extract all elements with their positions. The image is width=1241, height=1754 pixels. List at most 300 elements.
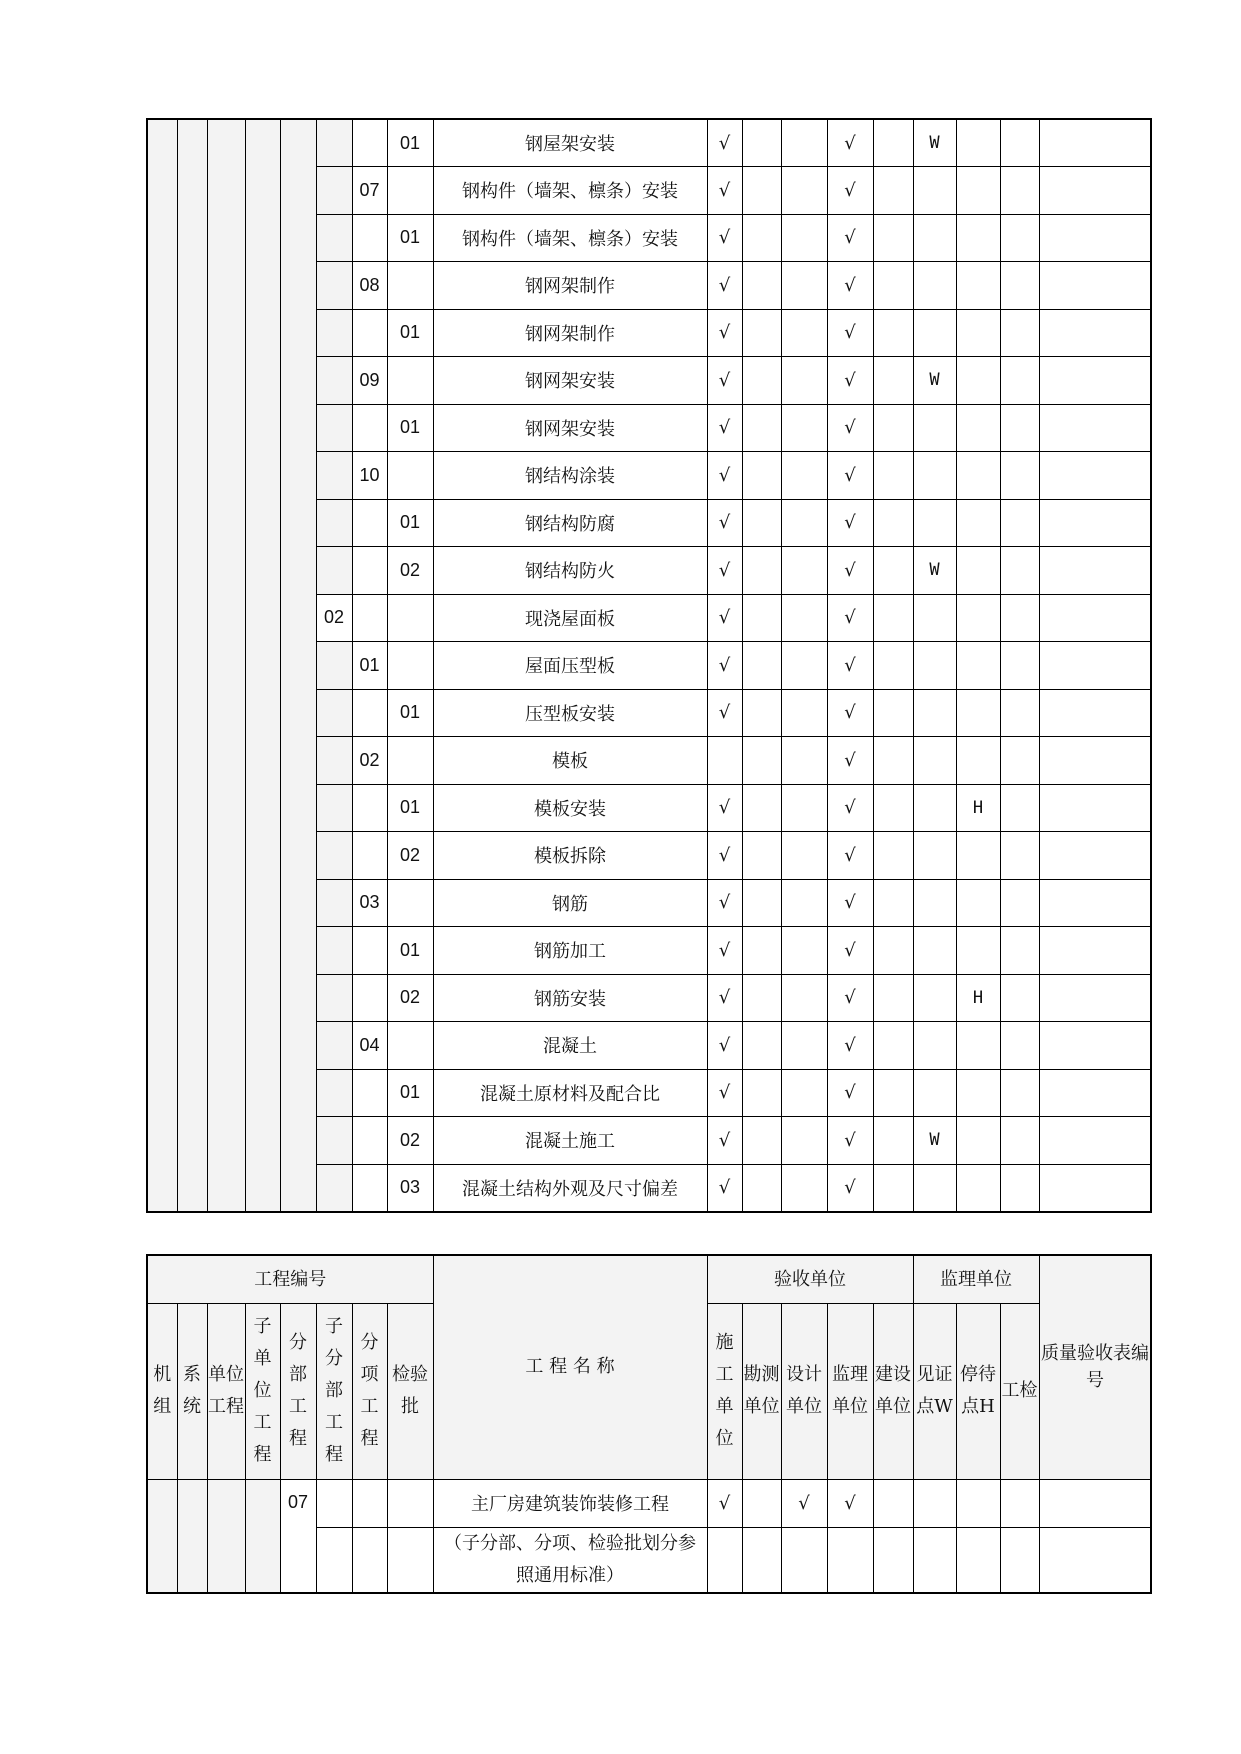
cell-h-point bbox=[956, 309, 1000, 357]
cell-jianshe-check bbox=[873, 309, 913, 357]
cell-sheji-check bbox=[781, 1022, 827, 1070]
cell-jianshe-check bbox=[873, 167, 913, 215]
cell-sheji-check bbox=[781, 974, 827, 1022]
cell-h-point bbox=[956, 737, 1000, 785]
cell-jianshe-check bbox=[873, 1479, 913, 1527]
cell-kancha-check bbox=[742, 737, 781, 785]
cell-zi-fenbu bbox=[316, 689, 352, 737]
cell-form bbox=[1039, 642, 1151, 690]
header-jizu: 机组 bbox=[147, 1303, 177, 1479]
cell-fenxiang bbox=[352, 404, 387, 452]
cell-s-point bbox=[1000, 974, 1039, 1022]
cell-s bbox=[1039, 1479, 1151, 1527]
cell-sheji-check bbox=[781, 1069, 827, 1117]
cell-sheji-check bbox=[781, 689, 827, 737]
cell-kancha-check bbox=[742, 1069, 781, 1117]
cell-form bbox=[1039, 689, 1151, 737]
cell-h-point bbox=[956, 689, 1000, 737]
cell-w-point bbox=[913, 784, 956, 832]
cell-jianyanpi-code: 02 bbox=[387, 974, 433, 1022]
cell-jizu bbox=[147, 1479, 177, 1593]
cell-fenxiang bbox=[352, 689, 387, 737]
row-name: 钢网架制作 bbox=[433, 262, 707, 310]
cell-kancha-check bbox=[742, 309, 781, 357]
cell-s-point bbox=[1000, 642, 1039, 690]
cell-jianshe-check bbox=[873, 927, 913, 975]
cell-form bbox=[1039, 404, 1151, 452]
cell-fenxiang bbox=[352, 594, 387, 642]
header-zi-fenbu-gongcheng: 子分部工程 bbox=[316, 1303, 352, 1479]
cell-zi-danwei bbox=[245, 119, 280, 1212]
cell-fenxiang-code: 09 bbox=[352, 357, 387, 405]
cell-jianli-check: √ bbox=[827, 879, 873, 927]
cell-jianli-check: √ bbox=[827, 1069, 873, 1117]
cell-shigong-check: √ bbox=[707, 1479, 742, 1527]
cell-jianli-check: √ bbox=[827, 214, 873, 262]
cell-fenxiang bbox=[352, 119, 387, 167]
cell-kancha-check bbox=[742, 262, 781, 310]
cell-danwei bbox=[207, 1479, 245, 1593]
cell-kancha-check bbox=[742, 357, 781, 405]
cell-h-point bbox=[956, 357, 1000, 405]
cell-sheji-check bbox=[781, 167, 827, 215]
cell-w bbox=[913, 1527, 956, 1593]
cell-fenxiang bbox=[352, 547, 387, 595]
header-jianli-danwei: 监理单位 bbox=[827, 1303, 873, 1479]
cell-jianyanpi bbox=[387, 642, 433, 690]
cell-jianyanpi-code: 02 bbox=[387, 832, 433, 880]
row-name: 混凝土原材料及配合比 bbox=[433, 1069, 707, 1117]
cell-jianyanpi bbox=[387, 594, 433, 642]
cell-shigong-check: √ bbox=[707, 642, 742, 690]
cell-h-point bbox=[956, 167, 1000, 215]
cell-zi-fenbu bbox=[316, 974, 352, 1022]
cell-jianli-check: √ bbox=[827, 547, 873, 595]
cell-jianli-check: √ bbox=[827, 784, 873, 832]
cell-s-point bbox=[1000, 689, 1039, 737]
cell-fenxiang bbox=[352, 832, 387, 880]
cell-w-point bbox=[913, 737, 956, 785]
cell-shigong-check bbox=[707, 1527, 742, 1593]
cell-zi-fenbu bbox=[316, 167, 352, 215]
cell-zi-fenbu bbox=[316, 452, 352, 500]
cell-sheji-check bbox=[781, 879, 827, 927]
cell-sheji-check bbox=[781, 737, 827, 785]
cell-w-point bbox=[913, 214, 956, 262]
cell-form bbox=[1039, 594, 1151, 642]
cell-jianli-check: √ bbox=[827, 974, 873, 1022]
cell-h-point bbox=[956, 1069, 1000, 1117]
cell-sheji-check bbox=[781, 594, 827, 642]
cell-zi-fenbu bbox=[316, 1069, 352, 1117]
cell-jianshe-check bbox=[873, 119, 913, 167]
cell-gongjian bbox=[1000, 1527, 1039, 1593]
cell-fenbu-code: 07 bbox=[280, 1479, 316, 1593]
cell-h-point bbox=[956, 119, 1000, 167]
cell-w-point bbox=[913, 167, 956, 215]
cell-h-point bbox=[956, 642, 1000, 690]
cell-jianyanpi bbox=[387, 879, 433, 927]
cell-jianyanpi bbox=[387, 452, 433, 500]
header-jianshe-danwei: 建设单位 bbox=[873, 1303, 913, 1479]
cell-zi-fenbu bbox=[316, 119, 352, 167]
cell-w-point bbox=[913, 309, 956, 357]
cell-sheji-check bbox=[781, 1164, 827, 1212]
cell-shigong-check: √ bbox=[707, 832, 742, 880]
cell-w-point: W bbox=[913, 547, 956, 595]
header-zi-danwei-gongcheng: 子单位工程 bbox=[245, 1303, 280, 1479]
cell-sheji-check bbox=[781, 1527, 827, 1593]
cell-gongjian bbox=[1000, 1479, 1039, 1527]
cell-zi-fenbu bbox=[316, 879, 352, 927]
cell-w-point bbox=[913, 404, 956, 452]
cell-jianyanpi-code: 02 bbox=[387, 1117, 433, 1165]
cell-jianyanpi bbox=[387, 357, 433, 405]
cell-fenxiang bbox=[352, 1117, 387, 1165]
cell-jianshe-check bbox=[873, 784, 913, 832]
cell-kancha-check bbox=[742, 879, 781, 927]
cell-s-point bbox=[1000, 452, 1039, 500]
cell-jianli-check: √ bbox=[827, 262, 873, 310]
cell-w-point bbox=[913, 594, 956, 642]
header-shigong-danwei: 施工单位 bbox=[707, 1303, 742, 1479]
cell-kancha-check bbox=[742, 452, 781, 500]
header-quality-form: 质量验收表编号 bbox=[1039, 1255, 1151, 1479]
cell-s-point bbox=[1000, 1069, 1039, 1117]
cell-form bbox=[1039, 262, 1151, 310]
cell-w-point bbox=[913, 262, 956, 310]
cell-fenxiang bbox=[352, 1479, 387, 1527]
cell-s-point bbox=[1000, 262, 1039, 310]
cell-jianyanpi bbox=[387, 737, 433, 785]
cell-sheji-check bbox=[781, 499, 827, 547]
cell-jianli-check: √ bbox=[827, 594, 873, 642]
cell-shigong-check: √ bbox=[707, 167, 742, 215]
header-tingdai-dian: 停待点H bbox=[956, 1303, 1000, 1479]
cell-jianli-check bbox=[827, 1527, 873, 1593]
cell-shigong-check: √ bbox=[707, 357, 742, 405]
inspection-table-continued bbox=[146, 118, 1152, 1213]
cell-jianli-check: √ bbox=[827, 119, 873, 167]
cell-shigong-check: √ bbox=[707, 119, 742, 167]
cell-sheji-check bbox=[781, 309, 827, 357]
cell-s-point bbox=[1000, 832, 1039, 880]
cell-form bbox=[1039, 309, 1151, 357]
cell-jianli-check: √ bbox=[827, 1117, 873, 1165]
header-danwei-gongcheng: 单位工程 bbox=[207, 1303, 245, 1479]
cell-kancha-check bbox=[742, 784, 781, 832]
cell-w-point bbox=[913, 879, 956, 927]
cell-fenxiang bbox=[352, 784, 387, 832]
cell-zi-fenbu bbox=[316, 1527, 352, 1593]
cell-jianyanpi-code: 02 bbox=[387, 547, 433, 595]
cell-shigong-check: √ bbox=[707, 262, 742, 310]
cell-sheji-check bbox=[781, 832, 827, 880]
row-name: 钢结构涂装 bbox=[433, 452, 707, 500]
row-name: 钢网架安装 bbox=[433, 404, 707, 452]
cell-fenxiang bbox=[352, 974, 387, 1022]
cell-sheji-check bbox=[781, 404, 827, 452]
row-name: 混凝土施工 bbox=[433, 1117, 707, 1165]
header-fenbu-gongcheng: 分部工程 bbox=[280, 1303, 316, 1479]
cell-kancha-check bbox=[742, 119, 781, 167]
header-project-name: 工 程 名 称 bbox=[433, 1255, 707, 1479]
row-name: 钢网架安装 bbox=[433, 357, 707, 405]
cell-fenxiang bbox=[352, 927, 387, 975]
cell-kancha-check bbox=[742, 689, 781, 737]
cell-zi-danwei bbox=[245, 1479, 280, 1593]
cell-jianyanpi-code: 03 bbox=[387, 1164, 433, 1212]
cell-form bbox=[1039, 832, 1151, 880]
cell-kancha-check bbox=[742, 1164, 781, 1212]
cell-w-point bbox=[913, 927, 956, 975]
cell-fenxiang-code: 04 bbox=[352, 1022, 387, 1070]
cell-s-point bbox=[1000, 214, 1039, 262]
row-name: 钢网架制作 bbox=[433, 309, 707, 357]
row-name: 模板安装 bbox=[433, 784, 707, 832]
cell-kancha-check bbox=[742, 1022, 781, 1070]
cell-h bbox=[956, 1527, 1000, 1593]
cell-shigong-check: √ bbox=[707, 309, 742, 357]
cell-kancha-check bbox=[742, 642, 781, 690]
cell-danwei bbox=[207, 119, 245, 1212]
row-name: 钢筋加工 bbox=[433, 927, 707, 975]
cell-fenxiang-code: 01 bbox=[352, 642, 387, 690]
cell-shigong-check: √ bbox=[707, 594, 742, 642]
header-acceptance-unit: 验收单位 bbox=[707, 1255, 913, 1303]
cell-shigong-check: √ bbox=[707, 1069, 742, 1117]
cell-w-point bbox=[913, 1069, 956, 1117]
cell-h-point: H bbox=[956, 974, 1000, 1022]
cell-shigong-check: √ bbox=[707, 452, 742, 500]
header-sheji-danwei: 设计单位 bbox=[781, 1303, 827, 1479]
row-name: 现浇屋面板 bbox=[433, 594, 707, 642]
cell-jianshe-check bbox=[873, 642, 913, 690]
cell-s bbox=[1039, 1527, 1151, 1593]
cell-sheji-check bbox=[781, 927, 827, 975]
cell-zi-fenbu bbox=[316, 357, 352, 405]
cell-shigong-check: √ bbox=[707, 1117, 742, 1165]
cell-w-point bbox=[913, 499, 956, 547]
cell-shigong-check: √ bbox=[707, 404, 742, 452]
cell-form bbox=[1039, 974, 1151, 1022]
cell-sheji-check bbox=[781, 119, 827, 167]
cell-s-point bbox=[1000, 547, 1039, 595]
cell-form bbox=[1039, 214, 1151, 262]
cell-jianshe-check bbox=[873, 974, 913, 1022]
header-jianyanpi: 检验批 bbox=[387, 1303, 433, 1479]
cell-h-point bbox=[956, 547, 1000, 595]
cell-w-point: W bbox=[913, 357, 956, 405]
cell-sheji-check bbox=[781, 262, 827, 310]
row-name: 钢筋 bbox=[433, 879, 707, 927]
cell-jianli-check: √ bbox=[827, 1164, 873, 1212]
cell-jianyanpi-code: 01 bbox=[387, 404, 433, 452]
cell-s-point bbox=[1000, 879, 1039, 927]
cell-jianli-check: √ bbox=[827, 499, 873, 547]
cell-s-point bbox=[1000, 499, 1039, 547]
cell-kancha-check bbox=[742, 594, 781, 642]
cell-jianyanpi bbox=[387, 262, 433, 310]
cell-form bbox=[1039, 784, 1151, 832]
cell-kancha-check bbox=[742, 167, 781, 215]
cell-fenxiang bbox=[352, 1069, 387, 1117]
cell-w-point bbox=[913, 642, 956, 690]
cell-jianli-check: √ bbox=[827, 309, 873, 357]
cell-s-point bbox=[1000, 119, 1039, 167]
cell-zi-fenbu bbox=[316, 832, 352, 880]
cell-fenxiang bbox=[352, 309, 387, 357]
cell-kancha-check bbox=[742, 974, 781, 1022]
cell-s-point bbox=[1000, 1022, 1039, 1070]
cell-w-point bbox=[913, 452, 956, 500]
cell-shigong-check: √ bbox=[707, 974, 742, 1022]
cell-shigong-check: √ bbox=[707, 784, 742, 832]
cell-jianshe-check bbox=[873, 1527, 913, 1593]
cell-h-point bbox=[956, 594, 1000, 642]
cell-jianyanpi-code: 01 bbox=[387, 784, 433, 832]
cell-h-point bbox=[956, 1022, 1000, 1070]
cell-shigong-check bbox=[707, 737, 742, 785]
cell-form bbox=[1039, 1117, 1151, 1165]
cell-jianshe-check bbox=[873, 1069, 913, 1117]
cell-shigong-check: √ bbox=[707, 214, 742, 262]
cell-h-point bbox=[956, 452, 1000, 500]
cell-w-point bbox=[913, 832, 956, 880]
cell-xitong bbox=[177, 1479, 207, 1593]
cell-jianshe-check bbox=[873, 1022, 913, 1070]
cell-jianyanpi-code: 01 bbox=[387, 689, 433, 737]
cell-jianshe-check bbox=[873, 357, 913, 405]
cell-w-point bbox=[913, 974, 956, 1022]
row-name: 压型板安装 bbox=[433, 689, 707, 737]
cell-s-point bbox=[1000, 784, 1039, 832]
cell-fenxiang-code: 03 bbox=[352, 879, 387, 927]
cell-zi-fenbu bbox=[316, 1479, 352, 1527]
cell-sheji-check bbox=[781, 214, 827, 262]
inspection-table-header-section bbox=[146, 1254, 1152, 1594]
cell-shigong-check: √ bbox=[707, 689, 742, 737]
cell-jianshe-check bbox=[873, 594, 913, 642]
cell-jianyanpi-code: 01 bbox=[387, 1069, 433, 1117]
cell-sheji-check bbox=[781, 784, 827, 832]
cell-jianyanpi-code: 01 bbox=[387, 927, 433, 975]
cell-zi-fenbu bbox=[316, 1164, 352, 1212]
cell-w-point: W bbox=[913, 119, 956, 167]
cell-shigong-check: √ bbox=[707, 1022, 742, 1070]
cell-jianli-check: √ bbox=[827, 1479, 873, 1527]
cell-zi-fenbu bbox=[316, 547, 352, 595]
cell-form bbox=[1039, 737, 1151, 785]
cell-jianli-check: √ bbox=[827, 357, 873, 405]
cell-zi-fenbu bbox=[316, 784, 352, 832]
cell-form bbox=[1039, 879, 1151, 927]
header-gongjian: 工检 bbox=[1000, 1303, 1039, 1479]
cell-fenxiang bbox=[352, 1164, 387, 1212]
row-name: 钢构件（墙架、檩条）安装 bbox=[433, 167, 707, 215]
cell-w-point: W bbox=[913, 1117, 956, 1165]
cell-sheji-check bbox=[781, 357, 827, 405]
cell-fenbu bbox=[280, 119, 316, 1212]
cell-jianshe-check bbox=[873, 737, 913, 785]
header-project-code: 工程编号 bbox=[147, 1255, 433, 1303]
cell-jianshe-check bbox=[873, 832, 913, 880]
cell-sheji-check: √ bbox=[781, 1479, 827, 1527]
cell-form bbox=[1039, 1022, 1151, 1070]
cell-s-point bbox=[1000, 404, 1039, 452]
cell-s-point bbox=[1000, 1164, 1039, 1212]
cell-zi-fenbu bbox=[316, 309, 352, 357]
header-supervision-unit: 监理单位 bbox=[913, 1255, 1039, 1303]
cell-fenxiang bbox=[352, 214, 387, 262]
cell-jianli-check: √ bbox=[827, 927, 873, 975]
table-row bbox=[147, 119, 1151, 167]
cell-jianshe-check bbox=[873, 879, 913, 927]
cell-kancha-check bbox=[742, 1527, 781, 1593]
cell-form bbox=[1039, 119, 1151, 167]
cell-shigong-check: √ bbox=[707, 927, 742, 975]
row-name: 钢构件（墙架、檩条）安装 bbox=[433, 214, 707, 262]
cell-jianli-check: √ bbox=[827, 1022, 873, 1070]
cell-shigong-check: √ bbox=[707, 547, 742, 595]
cell-fenxiang-code: 08 bbox=[352, 262, 387, 310]
cell-h-point bbox=[956, 927, 1000, 975]
cell-h-point: H bbox=[956, 784, 1000, 832]
cell-kancha-check bbox=[742, 499, 781, 547]
cell-h-point bbox=[956, 499, 1000, 547]
cell-form bbox=[1039, 167, 1151, 215]
cell-jianyanpi-code: 01 bbox=[387, 499, 433, 547]
cell-sheji-check bbox=[781, 642, 827, 690]
cell-jianli-check: √ bbox=[827, 167, 873, 215]
cell-form bbox=[1039, 357, 1151, 405]
cell-form bbox=[1039, 547, 1151, 595]
header-xitong: 系统 bbox=[177, 1303, 207, 1479]
cell-form bbox=[1039, 927, 1151, 975]
cell-jianyanpi-code: 01 bbox=[387, 214, 433, 262]
cell-kancha-check bbox=[742, 832, 781, 880]
cell-shigong-check: √ bbox=[707, 1164, 742, 1212]
cell-kancha-check bbox=[742, 927, 781, 975]
cell-jianli-check: √ bbox=[827, 452, 873, 500]
row-name: 模板 bbox=[433, 737, 707, 785]
cell-jianshe-check bbox=[873, 262, 913, 310]
cell-s-point bbox=[1000, 594, 1039, 642]
cell-h-point bbox=[956, 879, 1000, 927]
cell-kancha-check bbox=[742, 1479, 781, 1527]
row-name: 屋面压型板 bbox=[433, 642, 707, 690]
cell-jianshe-check bbox=[873, 1164, 913, 1212]
cell-shigong-check: √ bbox=[707, 879, 742, 927]
cell-jianyanpi bbox=[387, 167, 433, 215]
cell-h-point bbox=[956, 404, 1000, 452]
cell-zi-fenbu bbox=[316, 642, 352, 690]
cell-jianli-check: √ bbox=[827, 737, 873, 785]
cell-h-point bbox=[956, 262, 1000, 310]
cell-jianyanpi-code: 01 bbox=[387, 119, 433, 167]
cell-form bbox=[1039, 452, 1151, 500]
cell-jianshe-check bbox=[873, 214, 913, 262]
cell-zi-fenbu bbox=[316, 1117, 352, 1165]
cell-zi-fenbu bbox=[316, 927, 352, 975]
cell-xitong bbox=[177, 119, 207, 1212]
cell-jianshe-check bbox=[873, 404, 913, 452]
cell-jianshe-check bbox=[873, 547, 913, 595]
cell-h-point bbox=[956, 1117, 1000, 1165]
cell-jianshe-check bbox=[873, 452, 913, 500]
cell-jianshe-check bbox=[873, 689, 913, 737]
row-name: 混凝土 bbox=[433, 1022, 707, 1070]
